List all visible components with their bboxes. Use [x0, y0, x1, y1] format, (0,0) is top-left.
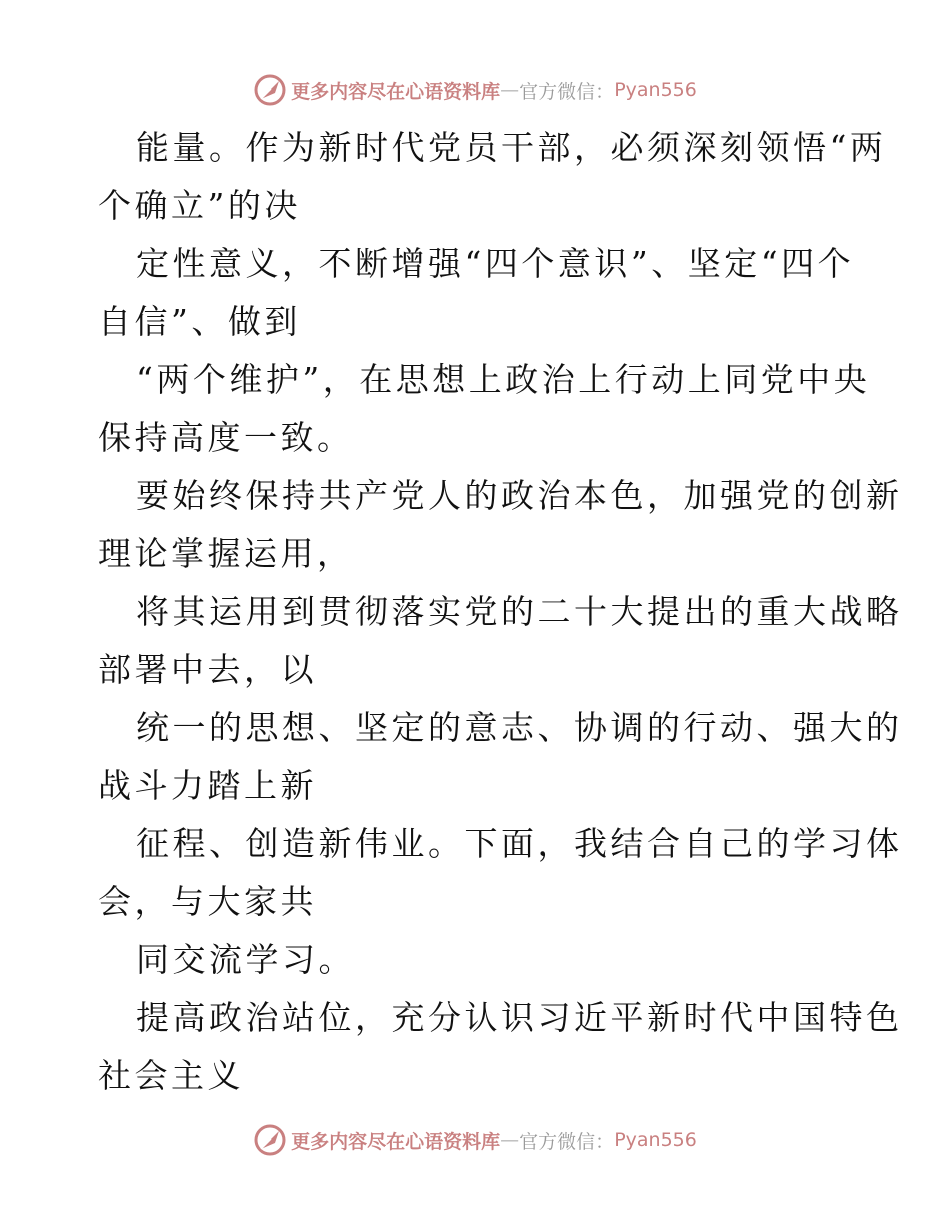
- text-line: 理论掌握运用，: [98, 534, 354, 573]
- text-line: 要始终保持共产党人的政治本色，加强党的创新: [136, 476, 903, 515]
- watermark-wechat-id: Pyan556: [614, 79, 697, 101]
- text-line: 定性意义，不断增强“四个意识”、坚定“四个: [136, 244, 855, 283]
- text-line: 个确立”的决: [98, 186, 301, 225]
- watermark-wechat-label: 官方微信：: [519, 1130, 615, 1153]
- text-line: 同交流学习。: [136, 940, 355, 979]
- watermark-site-name: 更多内容尽在心语资料库: [291, 80, 501, 103]
- watermark-dash: —: [500, 79, 520, 101]
- text-line: 战斗力踏上新: [98, 766, 317, 805]
- text-line: 统一的思想、坚定的意志、协调的行动、强大的: [136, 708, 903, 747]
- text-line: “两个维护”，在思想上政治上行动上同党中央: [136, 360, 871, 399]
- text-line: 将其运用到贯彻落实党的二十大提出的重大战略: [136, 592, 903, 631]
- text-line: 社会主义: [98, 1056, 244, 1095]
- text-line: 会，与大家共: [98, 882, 317, 921]
- text-line: 保持高度一致。: [98, 418, 354, 457]
- quill-logo-icon: [253, 1123, 287, 1157]
- quill-logo-icon: [253, 73, 287, 107]
- text-line: 能量。作为新时代党员干部，必须深刻领悟“两: [136, 128, 887, 167]
- text-line: 征程、创造新伟业。下面，我结合自己的学习体: [136, 824, 903, 863]
- text-line: 部署中去，以: [98, 650, 317, 689]
- watermark-wechat-id: Pyan556: [614, 1129, 697, 1151]
- watermark-site-name: 更多内容尽在心语资料库: [291, 1130, 501, 1153]
- text-line: 提高政治站位，充分认识习近平新时代中国特色: [136, 998, 903, 1037]
- watermark-dash: —: [500, 1129, 520, 1151]
- footer-watermark: [0, 1120, 950, 1160]
- text-line: 自信”、做到: [98, 302, 301, 341]
- watermark-wechat-label: 官方微信：: [519, 80, 615, 103]
- header-watermark: [0, 70, 950, 110]
